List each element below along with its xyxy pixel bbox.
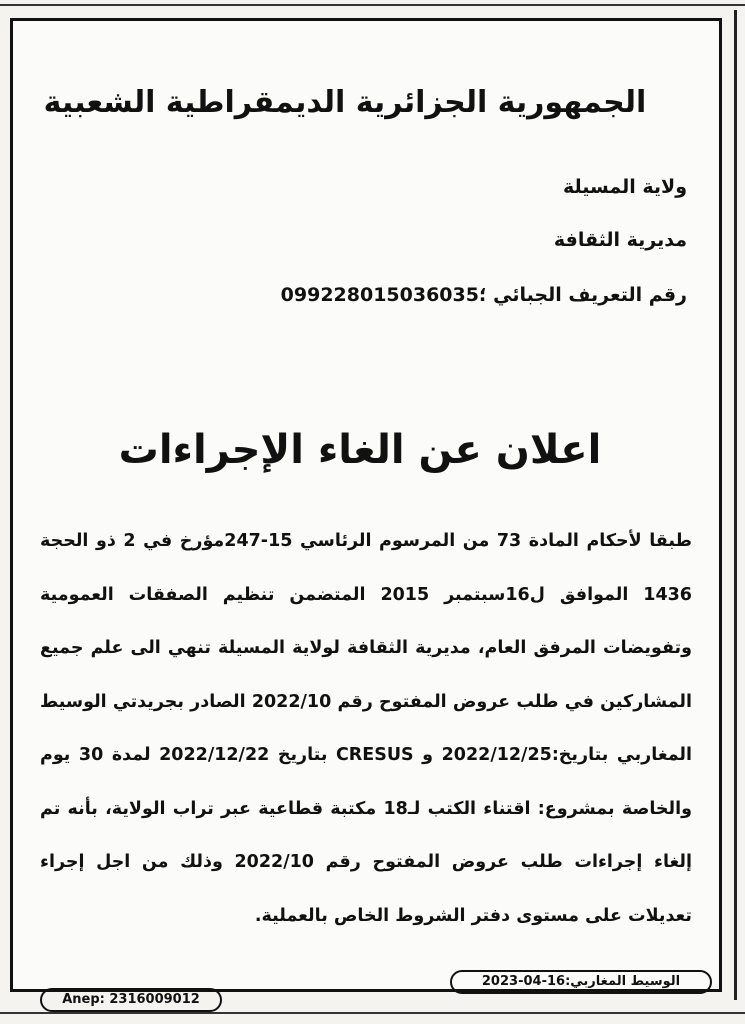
announcement-title: اعلان عن الغاء الإجراءات xyxy=(118,427,602,473)
scan-edge-top xyxy=(0,4,745,6)
scan-edge-right xyxy=(734,10,737,1000)
wilaya-line: ولاية المسيلة xyxy=(563,176,687,198)
directorate-line: مديرية الثقافة xyxy=(553,229,687,251)
tax-id-line: رقم التعريف الجبائي ؛099228015036035 xyxy=(280,284,687,306)
newspaper-reference: الوسيط المغاربي:16-04-2023 xyxy=(450,970,712,994)
anep-reference: Anep: 2316009012 xyxy=(40,988,222,1012)
scan-edge-bottom xyxy=(0,1012,745,1014)
announcement-body: طبقا لأحكام المادة 73 من المرسوم الرئاسي 15-247مؤرخ في 2 ذو الحجة 1436 الموافق ل16سبتمبر 2015 المتضمن تنظيم الصفقات العمومية وتفويضات المرفق العام، مديرية الثقافة لولاية المسيلة تنهي الى علم جميع المشاركين في طلب عروض المفتوح رقم 2022/10 الصادر بجريدتي الوسيط المغاربي بتاريخ:2022/12/25 و CRESUS بتاريخ 2022/12/22 لمدة 30 يوم والخاصة بمشروع: اقتناء الكتب لـ18 مكتبة قطاعية عبر تراب الولاية، بأنه تم إلغاء إجراءات طلب عروض المفتوح رقم 2022/10 وذلك من اجل إجراء تعديلات على مستوى دفتر الشروط الخاص بالعملية. xyxy=(40,531,693,926)
republic-title: الجمهورية الجزائرية الديمقراطية الشعبية xyxy=(43,85,647,120)
